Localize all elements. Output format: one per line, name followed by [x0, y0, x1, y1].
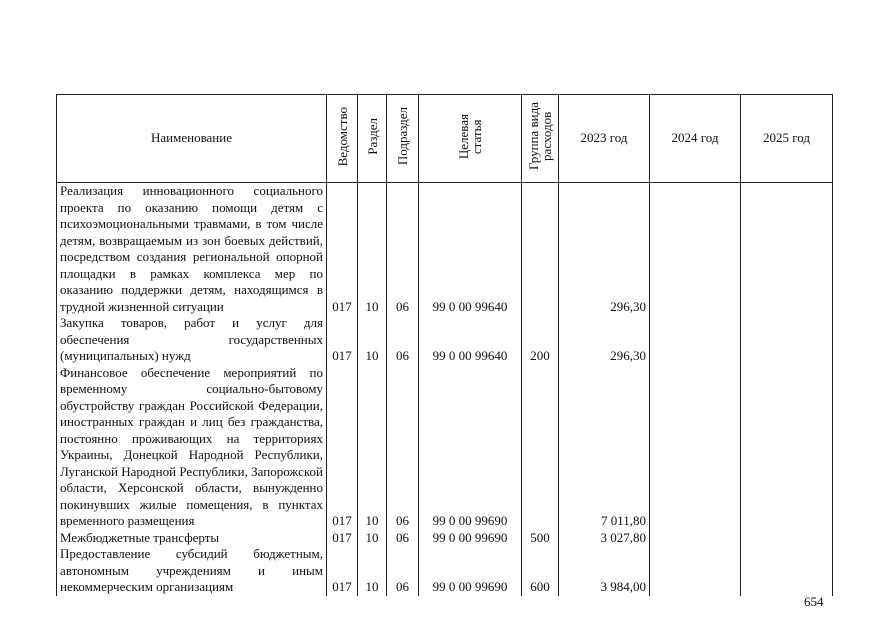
row-subsection: 06 [387, 183, 419, 316]
row-target: 99 0 00 99640 [419, 183, 522, 316]
row-2024 [650, 530, 741, 547]
row-2024 [650, 183, 741, 316]
row-ministry: 017 [327, 183, 358, 316]
row-section: 10 [358, 365, 387, 530]
table-header-row [57, 95, 833, 183]
row-2023: 3 984,00 [559, 546, 650, 596]
row-2023: 296,30 [559, 315, 650, 365]
row-2025 [741, 183, 833, 316]
header-name: Наименование [57, 95, 327, 183]
row-2025 [741, 530, 833, 547]
row-subsection: 06 [387, 530, 419, 547]
row-section: 10 [358, 315, 387, 365]
row-ministry: 017 [327, 546, 358, 596]
row-group: 200 [522, 315, 559, 365]
row-ministry: 017 [327, 315, 358, 365]
row-2024 [650, 365, 741, 530]
row-group: 500 [522, 530, 559, 547]
row-target: 99 0 00 99690 [419, 365, 522, 530]
row-name: Предоставление субсидий бюджетным, автономным учреждениям и иным некоммерческим организациям [57, 546, 327, 596]
table-row [57, 183, 833, 316]
table-row [57, 546, 833, 596]
row-2023: 296,30 [559, 183, 650, 316]
header-section: Раздел [358, 95, 387, 183]
row-2023: 3 027,80 [559, 530, 650, 547]
row-section: 10 [358, 530, 387, 547]
row-subsection: 06 [387, 315, 419, 365]
row-target: 99 0 00 99690 [419, 546, 522, 596]
row-target: 99 0 00 99640 [419, 315, 522, 365]
row-subsection: 06 [387, 365, 419, 530]
row-subsection: 06 [387, 546, 419, 596]
header-year-2024: 2024 год [650, 95, 741, 183]
row-2025 [741, 365, 833, 530]
row-group: 600 [522, 546, 559, 596]
header-year-2023: 2023 год [559, 95, 650, 183]
row-2023: 7 011,80 [559, 365, 650, 530]
row-ministry: 017 [327, 530, 358, 547]
row-group [522, 183, 559, 316]
row-ministry: 017 [327, 365, 358, 530]
row-section: 10 [358, 183, 387, 316]
budget-table [56, 94, 833, 596]
table-row [57, 315, 833, 365]
header-subsection: Подраздел [387, 95, 419, 183]
row-name: Закупка товаров, работ и услуг для обеспечения государственных (муниципальных) нужд [57, 315, 327, 365]
row-target: 99 0 00 99690 [419, 530, 522, 547]
header-ministry: Ведомство [327, 95, 358, 183]
table-row [57, 365, 833, 530]
row-name: Реализация инновационного социального проекта по оказанию помощи детям с психоэмоциональными травмами, в том числе детям, возвращаемым из зон боевых действий, посредством создания региональной опорной площадки в рамках комплекса мер по оказанию поддержки детям, находящимся в трудной жизненной ситуации [57, 183, 327, 316]
row-section: 10 [358, 546, 387, 596]
budget-table-container [56, 94, 832, 594]
header-target-article: Целевая статья [419, 95, 522, 183]
row-name: Межбюджетные трансферты [57, 530, 327, 547]
row-2025 [741, 315, 833, 365]
row-2024 [650, 315, 741, 365]
row-name: Финансовое обеспечение мероприятий по временному социально-бытовому обустройству граждан Российской Федерации, иностранных граждан и лиц без гражданства, постоянно проживающих на территориях Украины, Донецкой Народной Республики, Луганской Народной Республики, Запорожской области, Херсонской области, вынужденно покинувших жилые помещения, в пунктах временного размещения [57, 365, 327, 530]
table-row [57, 530, 833, 547]
row-group [522, 365, 559, 530]
header-year-2025: 2025 год [741, 95, 833, 183]
page-number: 654 [804, 594, 824, 609]
row-2024 [650, 546, 741, 596]
row-2025 [741, 546, 833, 596]
header-expense-group: Группа вида расходов [522, 95, 559, 183]
